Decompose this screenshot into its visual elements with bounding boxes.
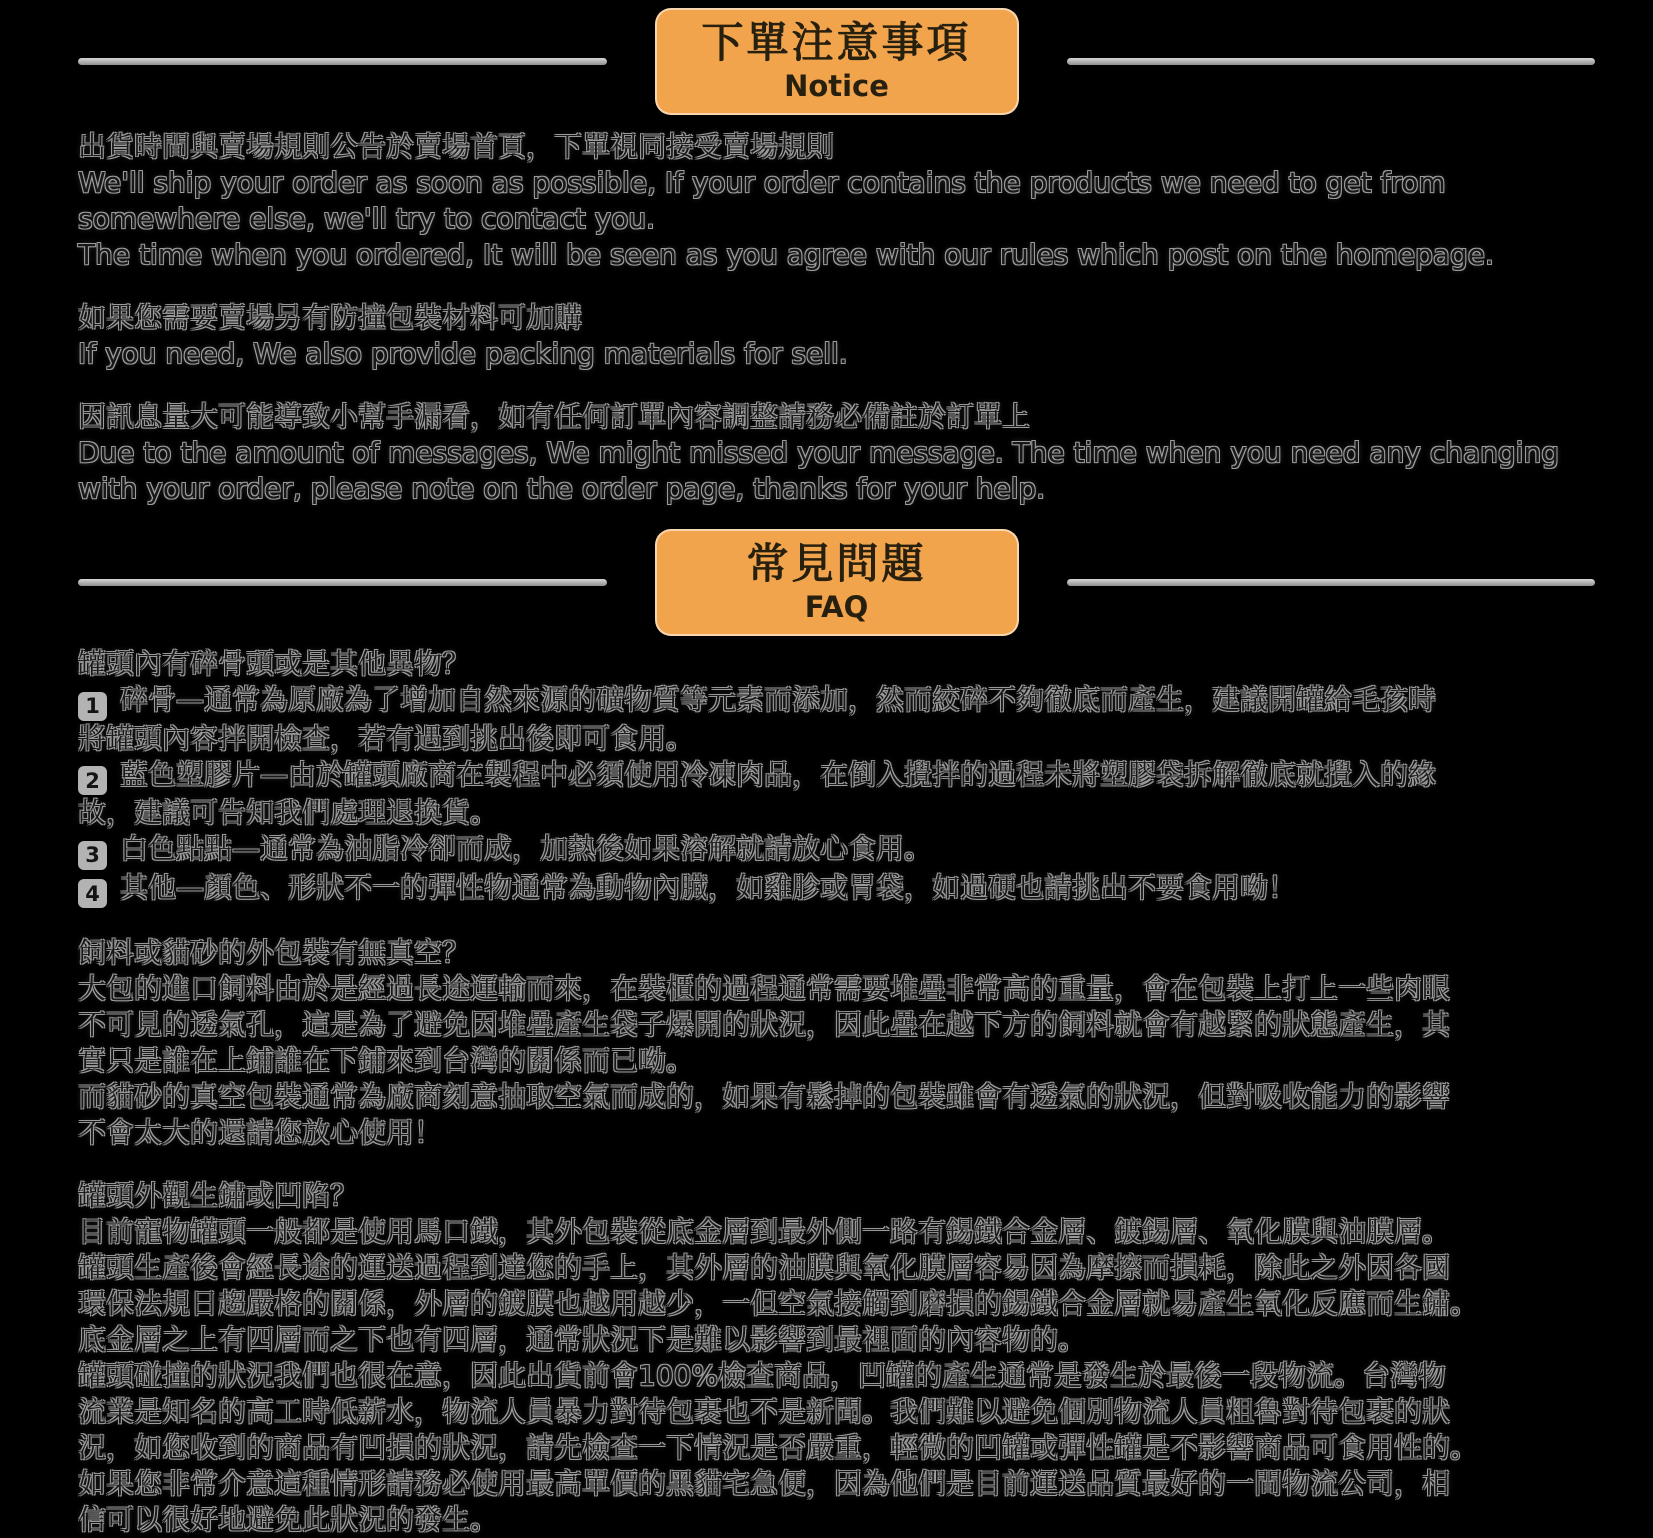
answer-text: 藍色塑膠片—由於罐頭廠商在製程中必須使用冷凍肉品，在倒入攪拌的過程未將塑膠袋拆解徹底就攪入的緣 bbox=[120, 757, 1437, 791]
faq-answer-line: 罐頭碰撞的狀況我們也很在意，因此出貨前會100%檢查商品，凹罐的產生通常是發生於最後一段物流。台灣物 bbox=[78, 1359, 1447, 1392]
faq-answer-line bbox=[78, 831, 1595, 870]
divider-line-left bbox=[78, 58, 607, 65]
faq-badge-subtitle: FAQ bbox=[804, 590, 869, 624]
text-line: with your order, please note on the order page, thanks for your help. bbox=[78, 472, 1046, 505]
faq-answer-line: 實只是誰在上鋪誰在下鋪來到台灣的關係而已呦。 bbox=[78, 1044, 695, 1077]
faq-answer-line bbox=[78, 682, 1595, 721]
notice-paragraph-3 bbox=[78, 399, 1595, 507]
answer-text: 其他—顏色、形狀不一的彈性物通常為動物內臟，如雞胗或胃袋，如過硬也請挑出不要食用呦！ bbox=[120, 870, 1297, 904]
faq-answer-line: 罐頭生產後會經長途的運送過程到達您的手上，其外層的油膜與氧化膜層容易因為摩擦而損耗，除此之外因各國 bbox=[78, 1251, 1451, 1284]
divider-line-right bbox=[1067, 58, 1596, 65]
text-line: Due to the amount of messages, We might missed your message. The time when you need any changing bbox=[78, 436, 1559, 469]
notice-paragraph-2 bbox=[78, 300, 1595, 372]
faq-question-2 bbox=[78, 935, 1595, 1151]
faq-answer-line: 底金層之上有四層而之下也有四層，通常狀況下是難以影響到最裡面的內容物的。 bbox=[78, 1323, 1087, 1356]
text-line: We'll ship your order as soon as possible, If your order contains the products we need to get from bbox=[78, 166, 1446, 199]
faq-question-title: 飼料或貓砂的外包裝有無真空？ bbox=[78, 936, 471, 969]
keycap-number-1: 1 bbox=[78, 692, 107, 721]
answer-text: 碎骨—通常為原廠為了增加自然來源的礦物質等元素而添加，然而絞碎不夠徹底而產生，建議開罐給毛孩時 bbox=[120, 683, 1437, 716]
faq-answer-line: 而貓砂的真空包裝通常為廠商刻意抽取空氣而成的，如果有鬆掉的包裝雖會有透氣的狀況，但對吸收能力的影響 bbox=[78, 1080, 1451, 1113]
text-line: somewhere else, we'll try to contact you. bbox=[78, 202, 656, 235]
divider-line-left bbox=[78, 579, 607, 586]
notice-header bbox=[78, 8, 1595, 115]
notice-paragraph-1 bbox=[78, 129, 1595, 273]
faq-answer-line bbox=[78, 870, 1595, 909]
faq-question-3 bbox=[78, 1178, 1595, 1538]
notice-badge-title: 下單注意事項 bbox=[701, 18, 972, 67]
faq-answer-line: 將罐頭內容拌開檢查，若有遇到挑出後即可食用。 bbox=[78, 721, 695, 755]
keycap-number-2: 2 bbox=[78, 766, 107, 795]
faq-answer-line: 流業是知名的高工時低薪水，物流人員暴力對待包裹也不是新聞。我們難以避免個別物流人員粗魯對待包裹的狀 bbox=[78, 1395, 1451, 1428]
faq-answer-line: 故，建議可告知我們處理退換貨。 bbox=[78, 796, 499, 829]
faq-question-title: 罐頭外觀生鏽或凹陷？ bbox=[78, 1179, 359, 1212]
faq-answer-line: 大包的進口飼料由於是經過長途運輸而來，在裝櫃的過程通常需要堆疊非常高的重量，會在包裝上打上一些肉眼 bbox=[78, 972, 1451, 1005]
faq-answer-line: 目前寵物罐頭一般都是使用馬口鐵，其外包裝從底金層到最外側一路有錫鐵合金層、鍍錫層、氧化膜與油膜層。 bbox=[78, 1215, 1451, 1248]
text-line: 出貨時間與賣場規則公告於賣場首頁，下單視同接受賣場規則 bbox=[78, 130, 835, 163]
notice-badge bbox=[655, 8, 1019, 115]
notice-badge-subtitle: Notice bbox=[784, 69, 889, 103]
faq-question-1 bbox=[78, 646, 1595, 908]
text-line: The time when you ordered, It will be seen as you agree with our rules which post on the homepage. bbox=[78, 238, 1494, 271]
keycap-number-3: 3 bbox=[78, 841, 107, 870]
faq-answer-line: 況，如您收到的商品有凹損的狀況，請先檢查一下情況是否嚴重，輕微的凹罐或彈性罐是不影響商品可食用性的。 bbox=[78, 1431, 1479, 1464]
faq-badge bbox=[655, 529, 1019, 636]
faq-answer-line: 不可見的透氣孔，這是為了避免因堆疊產生袋子爆開的狀況，因此疊在越下方的飼料就會有越緊的狀態產生，其 bbox=[78, 1008, 1451, 1041]
faq-answer-line bbox=[78, 757, 1595, 796]
faq-answer-line: 如果您非常介意這種情形請務必使用最高單價的黑貓宅急便，因為他們是目前運送品質最好的一間物流公司，相 bbox=[78, 1467, 1451, 1500]
faq-answer-line: 環保法規日趨嚴格的關係，外層的鍍膜也越用越少，一但空氣接觸到磨損的錫鐵合金層就易產生氧化反應而生鏽。 bbox=[78, 1287, 1479, 1320]
text-line: 如果您需要賣場另有防撞包裝材料可加購 bbox=[78, 301, 583, 334]
text-line: If you need, We also provide packing materials for sell. bbox=[78, 337, 848, 370]
faq-answer-line: 不會太大的還請您放心使用！ bbox=[78, 1116, 443, 1149]
text-line: 因訊息量大可能導致小幫手漏看，如有任何訂單內容調整請務必備註於訂單上 bbox=[78, 400, 1031, 433]
faq-answer-line: 信可以很好地避免此狀況的發生。 bbox=[78, 1503, 499, 1536]
faq-question-title: 罐頭內有碎骨頭或是其他異物？ bbox=[78, 647, 471, 680]
faq-header bbox=[78, 529, 1595, 636]
divider-line-right bbox=[1067, 579, 1596, 586]
keycap-number-4: 4 bbox=[78, 879, 107, 908]
faq-badge-title: 常見問題 bbox=[746, 539, 927, 588]
answer-text: 白色點點—通常為油脂冷卻而成，加熱後如果溶解就請放心食用。 bbox=[120, 832, 933, 865]
